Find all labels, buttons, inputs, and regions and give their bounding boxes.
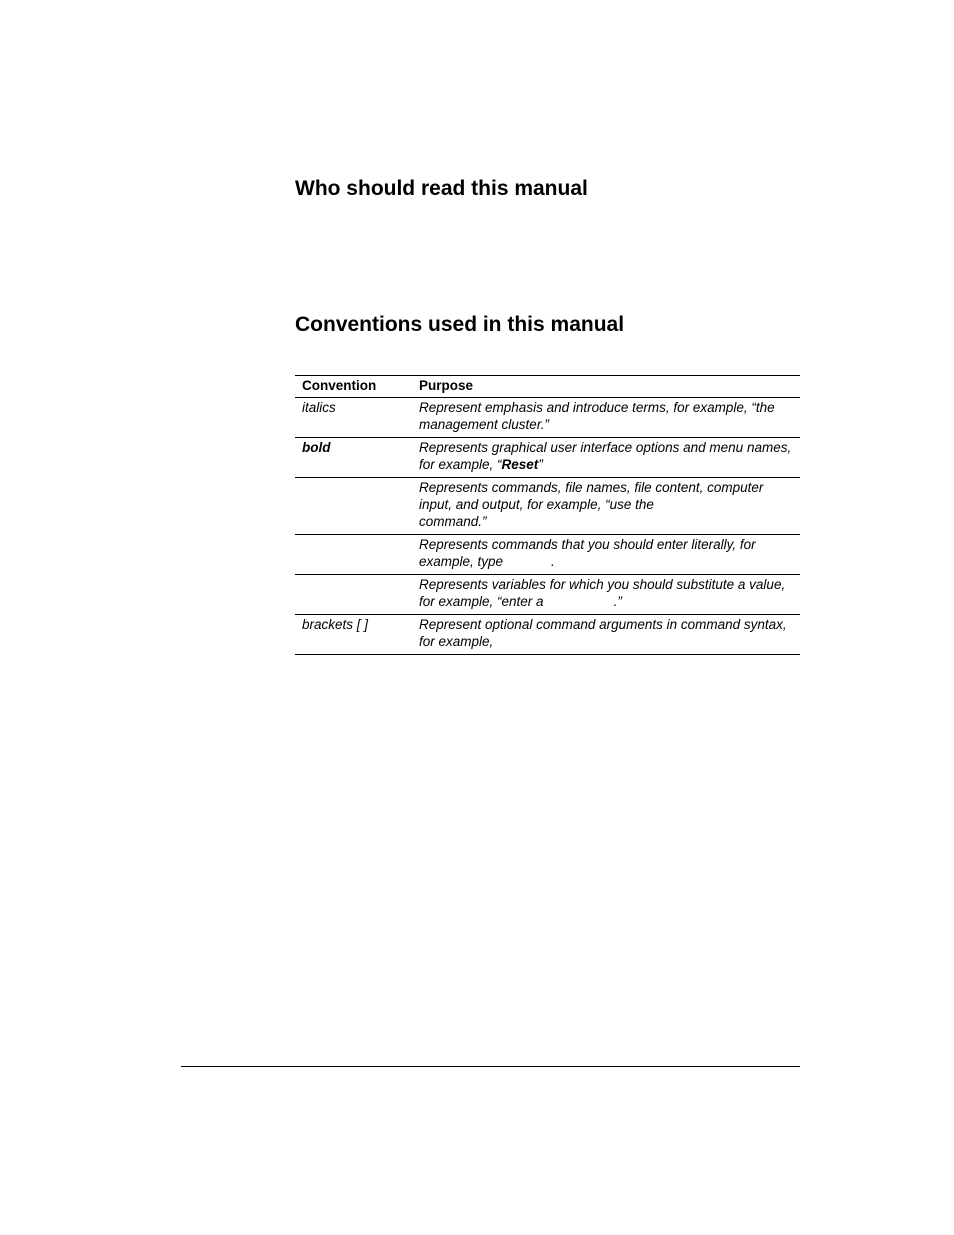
table-row xyxy=(295,535,800,575)
convention-cell: bold xyxy=(295,438,412,478)
table-row xyxy=(295,615,800,655)
table-row xyxy=(295,438,800,478)
table-row xyxy=(295,398,800,438)
purpose-text: Represents variables for which you should substitute a value, for example, “enter a xyxy=(419,577,786,609)
conventions-heading: Conventions used in this manual xyxy=(295,313,625,336)
footer-divider xyxy=(181,1066,800,1067)
convention-cell: italics xyxy=(295,398,412,438)
column-header-convention: Convention xyxy=(295,376,412,398)
convention-cell xyxy=(295,535,412,575)
purpose-cell: Represent emphasis and introduce terms, for example, “the management cluster.” xyxy=(412,398,800,438)
purpose-text: .” xyxy=(613,594,622,609)
purpose-text: Represents commands that you should enter literally, for example, type xyxy=(419,537,756,569)
purpose-text: . xyxy=(551,554,555,569)
purpose-cell: Represent optional command arguments in command syntax, for example, xyxy=(412,615,800,655)
convention-cell: brackets [ ] xyxy=(295,615,412,655)
who-should-read-heading: Who should read this manual xyxy=(295,177,588,200)
purpose-text: ” xyxy=(538,457,543,472)
purpose-cell xyxy=(412,478,800,535)
purpose-cell xyxy=(412,438,800,478)
convention-cell xyxy=(295,575,412,615)
table-row xyxy=(295,478,800,535)
table-header-row xyxy=(295,376,800,398)
column-header-purpose: Purpose xyxy=(412,376,800,398)
purpose-cell xyxy=(412,535,800,575)
purpose-text: command.” xyxy=(419,514,487,529)
purpose-text: Represents graphical user interface options and menu names, for example, “ xyxy=(419,440,792,472)
purpose-cell xyxy=(412,575,800,615)
convention-cell xyxy=(295,478,412,535)
conventions-table xyxy=(295,375,800,655)
purpose-text: Represents commands, file names, file content, computer input, and output, for example, “use the xyxy=(419,480,764,512)
purpose-strong-text: Reset xyxy=(501,457,539,472)
table-row xyxy=(295,575,800,615)
